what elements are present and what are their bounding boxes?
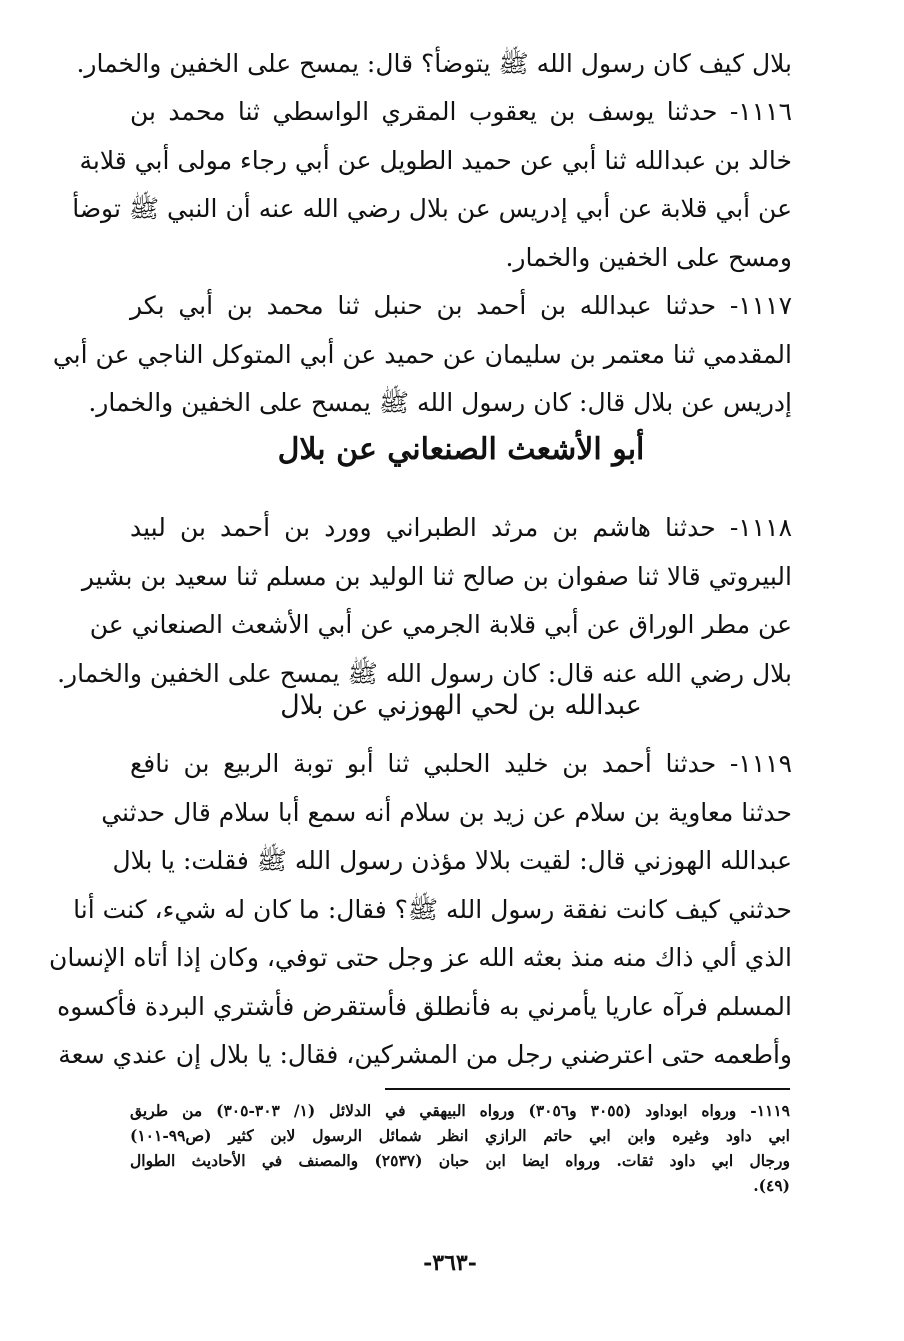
text-line: خالد بن عبدالله ثنا أبي عن حميد الطويل عن أبي رجاء مولى أبي قلابة [79,145,792,175]
footnote-line: ابي داود وغيره وابن ابي حاتم الرازي انظر شمائل الرسول لابن كثير (ص٩٩-١٠١) [130,1126,790,1145]
hadith-1119 [49,740,792,1080]
footnote-divider [385,1088,790,1090]
hadith-1118 [57,504,792,698]
text-line: ١١١٦- حدثنا يوسف بن يعقوب المقري الواسطي ثنا محمد بن [130,97,792,126]
text-line: حدثني كيف كانت نفقة رسول الله ﷺ؟ فقال: ما كان له شيء، كنت أنا [73,894,792,924]
text-line: عبدالله الهوزني قال: لقيت بلالا مؤذن رسول الله ﷺ فقلت: يا بلال [112,846,792,875]
hadith-1117 [52,282,792,428]
text-line: بلال رضي الله عنه قال: كان رسول الله ﷺ يمسح على الخفين والخمار. [57,658,792,688]
text-line: المسلم فرآه عاريا يأمرني به فأنطلق فأستقرض فأشتري البردة فأكسوه [57,991,792,1021]
text-line: ومسح على الخفين والخمار. [505,242,792,272]
hadith-1116 [72,88,792,282]
section-heading-abdullah-hawzani: عبدالله بن لحي الهوزني عن بلال [280,690,642,721]
text-line: عن مطر الوراق عن أبي قلابة الجرمي عن أبي الأشعث الصنعاني عن [89,610,792,639]
text-line: ١١١٩- حدثنا أحمد بن خليد الحلبي ثنا أبو توبة الربيع بن نافع [130,749,792,778]
text-line: ١١١٧- حدثنا عبدالله بن أحمد بن حنبل ثنا محمد بن أبي بكر [130,291,792,320]
footnote-line: ١١١٩- ورواه ابوداود (٣٠٥٥ و٣٠٥٦) ورواه البيهقي في الدلائل (١/ ٣٠٣-٣٠٥) من طريق [130,1101,790,1120]
text-line: إدريس عن بلال قال: كان رسول الله ﷺ يمسح على الخفين والخمار. [88,388,792,417]
footnote-line: (٤٩). [753,1176,790,1195]
text-line: عن أبي قلابة عن أبي إدريس عن بلال رضي الله عنه أن النبي ﷺ توضأ [72,194,792,223]
footnote-line: ورجال ابي داود ثقات. ورواه ايضا ابن حبان (٢٥٣٧) والمصنف في الأحاديث الطوال [130,1151,790,1170]
text-line: الذي ألي ذاك منه منذ بعثه الله عز وجل حتى توفي، وكان إذا أتاه الإنسان [49,943,792,972]
text-line: ١١١٨- حدثنا هاشم بن مرثد الطبراني وورد بن أحمد بن لبيد [130,513,792,542]
text-line: المقدمي ثنا معتمر بن سليمان عن حميد عن أبي المتوكل الناجي عن أبي [52,339,792,369]
text-line: حدثنا معاوية بن سلام عن زيد بن سلام أنه سمع أبا سلام قال حدثني [101,797,792,827]
text-line: وأطعمه حتى اعترضني رجل من المشركين، فقال: يا بلال إن عندي سعة [58,1040,792,1069]
footnote-1119 [130,1098,790,1198]
section-heading-abu-ashath: أبو الأشعث الصنعاني عن بلال [277,432,645,467]
paragraph-1115-end [76,40,792,89]
text-line: البيروتي قالا ثنا صفوان بن صالح ثنا الوليد بن مسلم ثنا سعيد بن بشير [81,561,792,591]
page-number: -٣٦٣- [423,1250,477,1276]
text-line: بلال كيف كان رسول الله ﷺ يتوضأ؟ قال: يمسح على الخفين والخمار. [76,49,792,78]
